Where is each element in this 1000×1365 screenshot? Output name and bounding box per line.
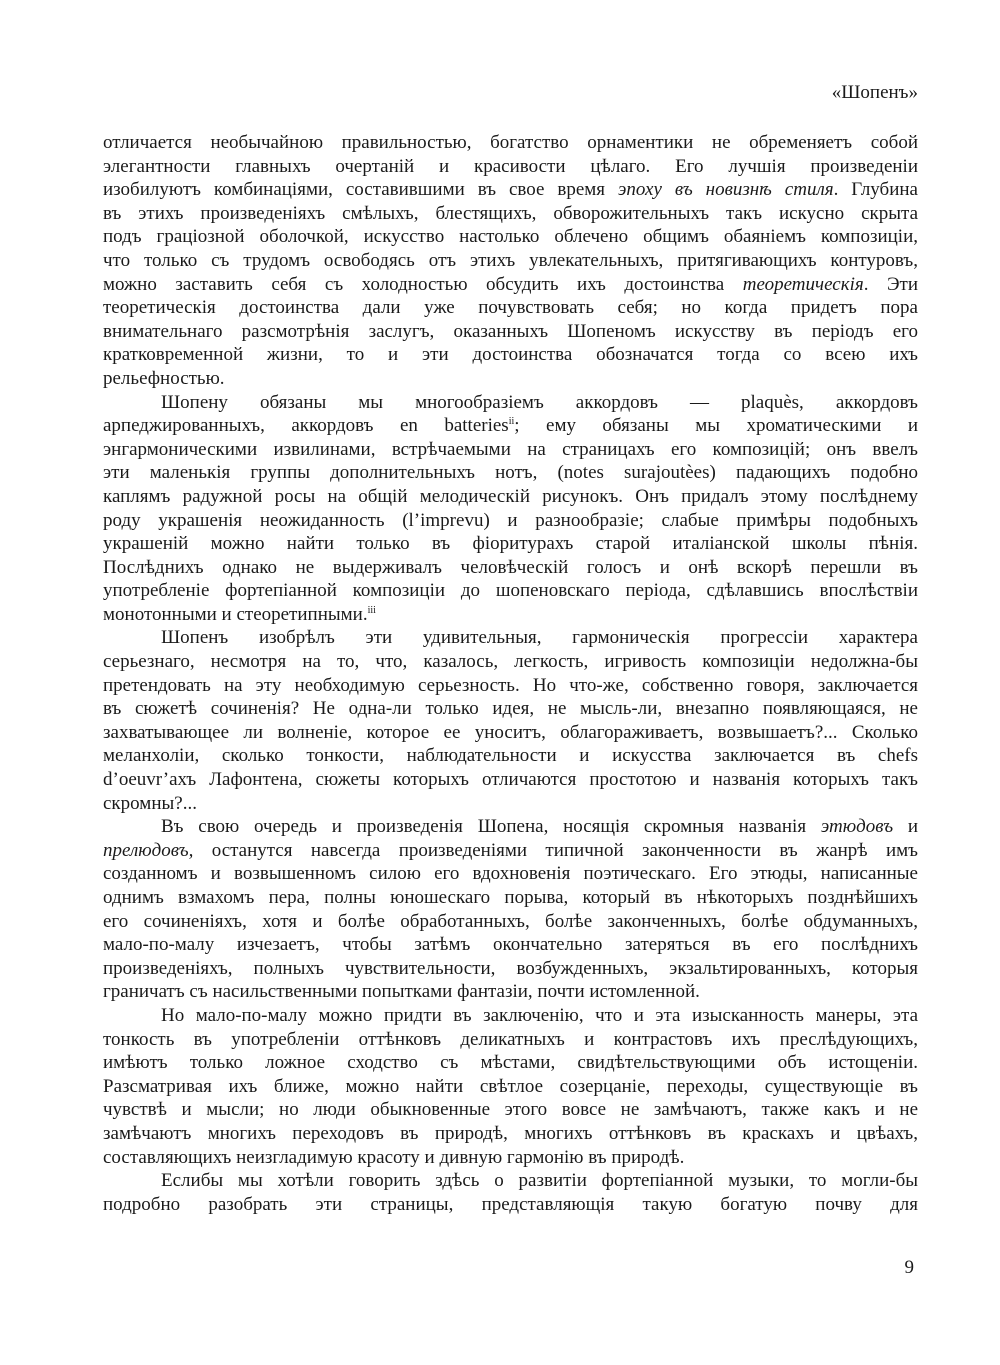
text-segment: монотонными и стеоретипными. <box>103 603 368 625</box>
text-segment: и <box>893 816 919 838</box>
line-content <box>103 438 918 462</box>
footnote-marker: iii <box>367 604 376 616</box>
text-line <box>103 626 918 650</box>
line-content <box>103 414 918 438</box>
line-content <box>103 155 918 179</box>
line-content <box>103 603 376 627</box>
text-segment: въ этихъ произведеніяхъ смѣлыхъ, блестящихъ, обворожительныхъ такъ искусно скрыта <box>103 202 918 224</box>
text-line <box>103 367 918 391</box>
text-line <box>103 178 918 202</box>
line-content <box>103 202 918 226</box>
line-content <box>103 343 918 367</box>
text-segment: замѣчаютъ многихъ переходовъ въ природѣ, многихъ оттѣнковъ въ краскахъ и цвѣахъ, <box>103 1122 918 1144</box>
text-line <box>103 815 918 839</box>
text-segment: теоретическія достоинства дали уже почувствовать себя; но когда придетъ пора <box>103 297 918 319</box>
text-line <box>103 792 918 816</box>
text-line <box>103 225 918 249</box>
text-segment: въ сюжетѣ сочиненія? Не одна-ли только идея, не мысль-ли, внезапно появляющаяся, не <box>103 698 918 720</box>
line-content <box>103 131 918 155</box>
page-number: 9 <box>904 1257 914 1278</box>
text-line <box>103 320 918 344</box>
italic-text: теоретическія <box>742 273 864 295</box>
text-line <box>103 910 918 934</box>
text-segment: изобилуютъ комбинаціями, составившими въ свое время <box>103 179 619 201</box>
text-line <box>103 957 918 981</box>
line-content <box>103 933 918 957</box>
line-content <box>103 744 918 768</box>
line-content <box>103 178 918 202</box>
text-line <box>103 1193 918 1217</box>
text-line <box>103 980 918 1004</box>
text-segment: кратковременной жизни, то и эти достоинства обозначатся тогда со всею ихъ <box>103 344 918 366</box>
line-content <box>103 509 918 533</box>
body-text <box>103 131 918 1216</box>
text-line <box>103 839 918 863</box>
line-content <box>161 626 918 650</box>
text-segment: имѣютъ только ложное сходство съ мѣстами, свидѣтельствующими объ истощеніи. <box>103 1052 918 1074</box>
text-segment: арпеджированныхъ, аккордовъ en batteries <box>103 415 509 437</box>
text-segment: украшеній можно найти только въ фіоритурахъ старой италіанской школы пѣнія. <box>103 533 918 555</box>
text-line <box>103 438 918 462</box>
line-content <box>161 815 918 839</box>
text-segment: ; ему обязаны мы хроматическими и <box>514 415 918 437</box>
text-line <box>103 1122 918 1146</box>
line-content <box>103 1098 918 1122</box>
line-content <box>161 391 918 415</box>
line-content <box>103 886 918 910</box>
line-content <box>103 367 225 391</box>
text-line <box>103 556 918 580</box>
line-content <box>161 1004 918 1028</box>
text-line <box>103 744 918 768</box>
text-segment: захватывающее ли волненіе, которое ее уноситъ, облагораживаетъ, возвышаетъ?... Сколько <box>103 721 918 743</box>
text-segment: отличается необычайною правильностью, богатство орнаментики не обременяетъ собой <box>103 132 918 153</box>
text-line <box>103 1146 918 1170</box>
text-line <box>103 509 918 533</box>
line-content <box>103 1028 918 1052</box>
line-content <box>103 674 918 698</box>
text-segment: употребленіе фортепіанной композиціи до шопеновскаго періода, сдѣлавшись впослѣствіи <box>103 580 918 602</box>
text-line <box>103 862 918 886</box>
text-segment: Въ свою очередь и произведенія Шопена, носящія скромныя названія <box>161 816 821 838</box>
text-line <box>103 461 918 485</box>
text-segment: . Эти <box>863 273 919 295</box>
text-segment: элегантности главныхъ очертаній и красивости цѣлаго. Его лучшія произведеніи <box>103 155 918 177</box>
text-line <box>103 273 918 297</box>
line-content <box>103 650 918 674</box>
line-content <box>103 1146 684 1170</box>
text-line <box>103 603 918 627</box>
text-line <box>103 721 918 745</box>
text-segment: роду украшенія неожиданность (l’imprevu) и разнообразіе; слабые примѣры подобныхъ <box>103 509 918 531</box>
text-line <box>103 249 918 273</box>
text-segment: эти маленькія группы дополнительныхъ нотъ, (notes surajoutèes) падающихъ подобно <box>103 462 918 484</box>
text-segment: претендовать на эту необходимую серьезность. Но что-же, собственно говоря, заключается <box>103 674 918 696</box>
paragraph <box>103 391 918 627</box>
text-line <box>103 579 918 603</box>
line-content <box>103 532 918 556</box>
text-segment: его сочиненіяхъ, хотя и болѣе обработанныхъ, болѣе законченныхъ, болѣе обдуманныхъ, <box>103 910 918 932</box>
text-line <box>103 697 918 721</box>
line-content <box>103 579 918 603</box>
text-segment: внимательнаго разсмотрѣнія заслугъ, оказанныхъ Шопеномъ искусству въ періодъ его <box>103 320 918 342</box>
text-segment: граничатъ съ насильственными попытками фантазіи, почти истомленной. <box>103 981 700 1003</box>
text-line <box>103 1169 918 1193</box>
text-segment: Шопену обязаны мы многообразіемъ аккордовъ — plaquès, аккордовъ <box>161 391 918 413</box>
text-segment: Но мало-по-малу можно придти въ заключенію, что и эта изысканность манеры, эта <box>161 1004 918 1026</box>
running-head: «Шопенъ» <box>831 82 918 103</box>
text-segment: составляющихъ неизгладимую красоту и дивную гармонію въ природѣ. <box>103 1146 685 1168</box>
paragraph <box>103 815 918 1004</box>
line-content <box>103 1051 918 1075</box>
text-segment: . Глубина <box>833 179 918 201</box>
line-content <box>103 910 918 934</box>
line-content <box>103 980 700 1004</box>
text-line <box>103 485 918 509</box>
text-line <box>103 131 918 155</box>
line-content <box>103 721 918 745</box>
text-line <box>103 1004 918 1028</box>
text-line <box>103 296 918 320</box>
text-segment: каплямъ радужной росы на общій мелодическій рисунокъ. Онъ придалъ этому послѣднему <box>103 485 918 507</box>
text-line <box>103 1098 918 1122</box>
line-content <box>103 839 918 863</box>
line-content <box>103 296 918 320</box>
text-segment: d’oeuvr’ахъ Лафонтена, сюжеты которыхъ отличаются простотою и названія которыхъ такъ <box>103 769 918 791</box>
text-segment: подробно разобрать эти страницы, представляющія такую богатую почву для <box>103 1193 918 1215</box>
line-content <box>103 697 918 721</box>
italic-text: этюдовъ <box>820 816 894 838</box>
line-content <box>103 1193 918 1217</box>
text-line <box>103 674 918 698</box>
line-content <box>103 792 197 816</box>
text-segment: чувствѣ и мысли; но люди обыкновенные этого вовсе не замѣчаютъ, также какъ и не <box>103 1099 918 1121</box>
text-segment: Послѣднихъ однако не выдерживалъ человѣческій голосъ и онѣ вскорѣ перешли въ <box>103 556 918 578</box>
text-segment: произведеніяхъ, полныхъ чувствительности, возбужденныхъ, экзальтированныхъ, которыя <box>103 957 918 979</box>
line-content <box>103 273 918 297</box>
line-content <box>103 461 918 485</box>
text-segment: созданномъ и возвышенномъ силою его вдохновенія поэтическаго. Его этюды, написанные <box>103 863 918 885</box>
line-content <box>103 768 918 792</box>
text-segment: скромны?... <box>103 792 197 814</box>
text-segment: однимъ взмахомъ пера, полны юношескаго порыва, который въ нѣкоторыхъ позднѣйшихъ <box>103 887 918 908</box>
text-segment: тонкость въ употребленіи оттѣнковъ деликатныхъ и контрастовъ ихъ преслѣдующихъ, <box>103 1028 918 1050</box>
text-line <box>103 1051 918 1075</box>
italic-text: эпоху въ новизнѣ стиля <box>618 179 834 201</box>
line-content <box>103 1075 918 1099</box>
text-line <box>103 768 918 792</box>
text-line <box>103 155 918 179</box>
line-content <box>103 862 918 886</box>
text-segment: мало-по-малу изчезаетъ, чтобы затѣмъ окончательно затеряться въ его послѣднихъ <box>103 934 918 956</box>
text-segment: подъ граціозной оболочкой, искусство настолько облечено общимъ обаяніемъ композиціи, <box>103 226 918 248</box>
text-line <box>103 933 918 957</box>
paragraph <box>103 131 918 391</box>
text-line <box>103 532 918 556</box>
text-segment: Шопенъ изобрѣлъ эти удивительныя, гармоническія прогрессіи характера <box>161 627 918 649</box>
text-line <box>103 1028 918 1052</box>
paragraph <box>103 626 918 815</box>
text-line <box>103 886 918 910</box>
line-content <box>103 225 918 249</box>
line-content <box>103 957 918 981</box>
line-content <box>103 320 918 344</box>
italic-text: прелюдовъ, <box>103 839 194 861</box>
footnote-marker: ii <box>508 416 515 428</box>
text-segment: останутся навсегда произведеніями типичной законченности въ жанрѣ имъ <box>193 839 918 861</box>
text-line <box>103 1075 918 1099</box>
text-line <box>103 202 918 226</box>
text-segment: Еслибы мы хотѣли говорить здѣсь о развитіи фортепіанной музыки, то могли-бы <box>161 1170 918 1192</box>
text-segment: что только съ трудомъ освободясь отъ этихъ увлекательныхъ, притягивающихъ контуровъ, <box>103 249 918 271</box>
line-content <box>103 485 918 509</box>
text-line <box>103 650 918 674</box>
text-segment: энгармоническими извилинами, встрѣчаемыми на страницахъ его композицій; онъ ввелъ <box>103 438 918 460</box>
text-line <box>103 343 918 367</box>
text-segment: Разсматривая ихъ ближе, можно найти свѣтлое созерцаніе, переходы, существующіе въ <box>103 1075 918 1097</box>
paragraph <box>103 1004 918 1169</box>
text-line <box>103 391 918 415</box>
line-content <box>103 249 918 273</box>
line-content <box>161 1169 918 1193</box>
text-segment: меланхоліи, сколько тонкости, наблюдательности и искусства заключается въ chefs <box>103 745 918 767</box>
text-line <box>103 414 918 438</box>
text-segment: серьезнаго, несмотря на то, что, казалось, легкость, игривость композиціи недолжна-бы <box>103 651 918 673</box>
line-content <box>103 556 918 580</box>
text-segment: можно заставить себя съ холодностью обсудить ихъ достоинства <box>103 273 743 295</box>
paragraph <box>103 1169 918 1216</box>
line-content <box>103 1122 918 1146</box>
text-segment: рельефностью. <box>103 367 225 389</box>
